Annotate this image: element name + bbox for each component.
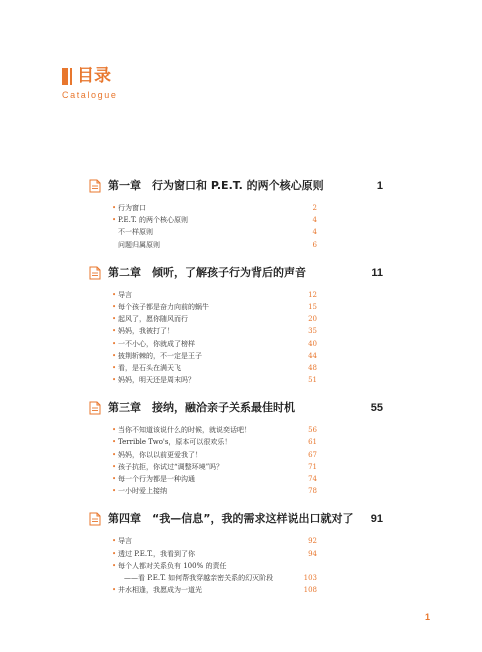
toc-entry[interactable]: [0, 572, 482, 584]
entry-title: 行为窗口: [118, 204, 146, 212]
entry-title: 每个孩子都是奋力向前的蜗牛: [118, 302, 209, 311]
chapter-page-number: 11: [371, 266, 383, 279]
entry-page-number: 94: [308, 549, 317, 558]
accent-bar-thin: [70, 68, 72, 85]
entry-page-number: 61: [308, 438, 317, 447]
entry-title: 妈妈，你以以前更爱我了！: [118, 450, 202, 459]
chapter-page-number: 1: [376, 180, 383, 192]
chapter-title: 第四章 “我—信息”，我的需求这样说出口就对了: [108, 512, 354, 526]
bullet-icon: •: [112, 302, 117, 311]
chapter-heading[interactable]: [0, 176, 482, 196]
chapter-heading[interactable]: [0, 263, 482, 283]
bullet-icon: •: [112, 351, 117, 360]
entry-page-number: 71: [308, 462, 317, 471]
document-icon: [89, 179, 101, 193]
toc-entry[interactable]: [0, 350, 482, 362]
entry-page-number: 44: [308, 351, 317, 360]
chapter-title: 第一章 行为窗口和 P.E.T. 的两个核心原则: [108, 179, 324, 192]
toc-entry[interactable]: [0, 301, 482, 313]
document-icon: [89, 512, 101, 526]
chapter-section: [0, 509, 482, 596]
entry-page-number: 35: [308, 327, 317, 336]
section-list: [0, 424, 482, 497]
entry-title: 起风了，愿你随风而行: [118, 315, 188, 324]
entry-page-number: 20: [308, 315, 317, 324]
toc-entry[interactable]: [0, 560, 482, 572]
toc-subtitle: Catalogue: [62, 90, 118, 100]
chapter-heading[interactable]: [0, 509, 482, 529]
entry-title: 披荆斩棘的，不一定是王子: [118, 351, 202, 360]
accent-bar: [62, 68, 68, 85]
bullet-icon: •: [112, 450, 117, 459]
bullet-icon: •: [112, 438, 117, 447]
toc-entry[interactable]: [0, 313, 482, 325]
bullet-icon: •: [112, 363, 117, 372]
entry-title: 井水相逢，我愿成为一道光: [118, 586, 202, 595]
chapter-title: 第二章 倾听，了解孩子行为背后的声音: [108, 265, 306, 279]
bullet-icon: •: [112, 586, 117, 595]
entry-page-number: 51: [308, 376, 317, 385]
toc-entry[interactable]: [0, 461, 482, 473]
document-icon: [89, 401, 101, 415]
bullet-icon: •: [112, 462, 117, 471]
entry-title: 妈妈，明天还是周末吗？: [118, 376, 195, 385]
section-list: [0, 202, 482, 251]
chapter-section: [0, 398, 482, 497]
bullet-icon: •: [112, 315, 117, 324]
entry-title: 看，是石头在满天飞: [118, 363, 181, 372]
entry-page-number: 67: [308, 450, 317, 459]
entry-page-number: 6: [312, 240, 317, 249]
table-of-contents: [0, 176, 482, 596]
chapter-section: [0, 263, 482, 387]
bullet-icon: •: [112, 339, 117, 348]
toc-entry[interactable]: [0, 485, 482, 497]
bullet-icon: •: [112, 327, 117, 336]
entry-title: 透过 P.E.T.，我看到了你: [118, 549, 195, 558]
entry-title: 孩子抗拒，你试过“调整环境”吗？: [118, 462, 224, 471]
bullet-icon: •: [112, 561, 117, 570]
bullet-icon: •: [112, 290, 117, 299]
toc-entry[interactable]: [0, 473, 482, 485]
entry-page-number: 15: [308, 302, 317, 311]
entry-title: 问题归属原则: [118, 240, 160, 249]
toc-entry[interactable]: [0, 362, 482, 374]
bullet-icon: •: [112, 204, 117, 212]
bullet-icon: •: [112, 426, 117, 435]
entry-page-number: 74: [308, 475, 317, 483]
bullet-icon: •: [112, 475, 117, 483]
chapter-section: [0, 176, 482, 251]
entry-title: 一小时爱上接纳: [118, 487, 167, 496]
toc-entry[interactable]: [0, 325, 482, 337]
section-list: [0, 535, 482, 596]
chapter-page-number: 55: [370, 402, 383, 415]
toc-title: 目录: [77, 66, 111, 86]
toc-entry[interactable]: [0, 202, 482, 214]
toc-entry[interactable]: [0, 449, 482, 461]
bullet-icon: •: [112, 549, 117, 558]
toc-entry[interactable]: [0, 436, 482, 448]
bullet-icon: •: [112, 537, 117, 546]
toc-entry[interactable]: [0, 214, 482, 226]
section-list: [0, 289, 482, 387]
page-number: 1: [425, 612, 431, 622]
entry-title: 每个人都对关系负有 100% 的责任: [118, 561, 227, 570]
toc-entry[interactable]: [0, 548, 482, 560]
entry-title: 每一个行为都是一种沟通: [118, 475, 195, 483]
entry-page-number: 12: [308, 290, 317, 299]
chapter-title: 第三章 接纳，融洽亲子关系最佳时机: [108, 401, 295, 415]
bullet-icon: •: [112, 376, 117, 385]
chapter-page-number: 91: [370, 513, 383, 526]
toc-entry[interactable]: [0, 584, 482, 596]
toc-entry[interactable]: [0, 226, 482, 238]
entry-page-number: 78: [308, 487, 317, 496]
toc-entry[interactable]: [0, 374, 482, 386]
entry-page-number: 56: [308, 426, 317, 435]
chapter-heading[interactable]: [0, 398, 482, 418]
entry-page-number: 48: [308, 363, 317, 372]
entry-title: 导言: [118, 290, 132, 299]
entry-page-number: 2: [312, 204, 317, 212]
entry-page-number: 92: [308, 537, 317, 546]
entry-title: 导言: [118, 537, 132, 546]
entry-title: 一不小心，你就成了榜样: [118, 339, 195, 348]
toc-entry[interactable]: [0, 535, 482, 547]
toc-title-row: [62, 66, 117, 86]
toc-entry[interactable]: [0, 239, 482, 251]
entry-title: 不一样原则: [118, 228, 153, 237]
entry-page-number: 40: [308, 339, 317, 348]
bullet-icon: •: [112, 487, 117, 496]
entry-page-number: 4: [312, 228, 317, 237]
entry-title: 妈妈，我被打了！: [118, 327, 174, 336]
entry-title: P.E.T. 的两个核心原则: [118, 216, 188, 225]
entry-title: 当你不知道该说什么的时候，就说奕话吧！: [118, 426, 251, 435]
entry-page-number: 4: [312, 216, 317, 225]
bullet-icon: •: [112, 216, 117, 225]
entry-title: Terrible Two's，原本可以很欢乐！: [118, 438, 232, 447]
toc-entry[interactable]: [0, 289, 482, 301]
document-icon: [89, 266, 101, 280]
entry-title: ——看 P.E.T. 如何帮我穿越亲密关系的幻灭阶段: [124, 573, 274, 582]
entry-page-number: 103: [303, 573, 317, 582]
toc-header: [62, 66, 117, 100]
entry-page-number: 108: [303, 586, 317, 595]
toc-entry[interactable]: [0, 338, 482, 350]
toc-entry[interactable]: [0, 424, 482, 436]
